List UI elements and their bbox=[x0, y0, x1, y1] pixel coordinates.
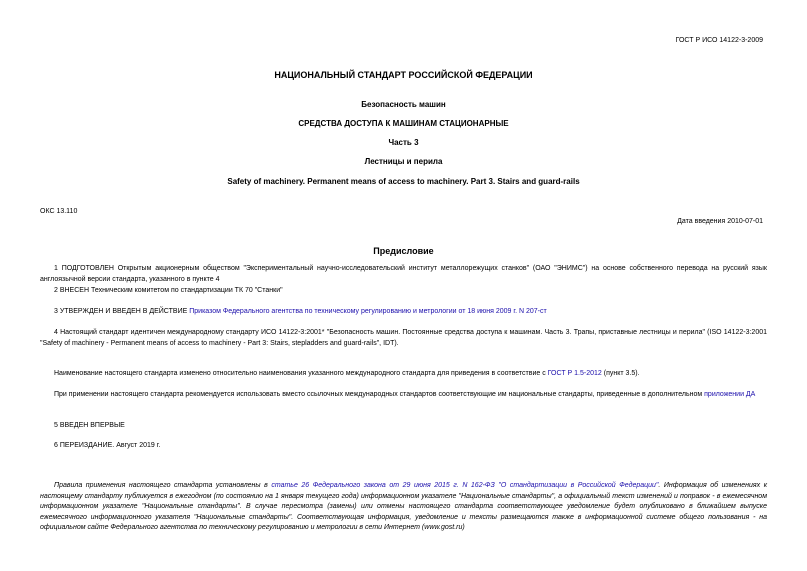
application-rules bbox=[40, 481, 767, 534]
introduction-date: Дата введения 2010-07-01 bbox=[677, 218, 763, 225]
preface-item-1: 1 ПОДГОТОВЛЕН Открытым акционерным обществом "Экспериментальный научно-исследовательский институт металлорежущих станков" (ОАО "ЭНИМС") на основе собственного перевода на русский язык англоязычной версии стандарта, указанного в пункте 4 bbox=[40, 265, 767, 283]
federal-law-link[interactable]: статье 26 Федерального закона от 29 июня 2015 г. N 162-ФЗ "О стандартизации в Российской Федерации" bbox=[271, 482, 659, 489]
preface-item-3 bbox=[40, 307, 767, 318]
gost-r-1-5-link[interactable]: ГОСТ Р 1.5-2012 bbox=[547, 370, 602, 377]
document-code: ГОСТ Р ИСО 14122-3-2009 bbox=[675, 37, 763, 44]
preface-title: Предисловие bbox=[373, 246, 434, 256]
preface-item-3-text: 3 УТВЕРЖДЕН И ВВЕДЕН В ДЕЙСТВИЕ bbox=[54, 308, 190, 315]
means-heading: СРЕДСТВА ДОСТУПА К МАШИНАМ СТАЦИОНАРНЫЕ bbox=[298, 119, 509, 128]
rules-text-continued: . Информация об изменениях к настоящему стандарту публикуется в ежегодном (по состоянию на 1 января текущего года) информационном указателе "Национальные стандарты", а официальный текст изменений и поправок - в ежемесячном информационном указателе "Национальные стандарты". В случае пересмотра (замены) или отмены настоящего стандарта соответствующее уведомление будет опубликовано в ближайшем выпуске ежемесячного информационного указателя "Национальные стандарты". Соответствующая информация, уведомление и тексты размещаются также в информационной системе общего пользования - на официальном сайте Федерального агентства по техническому регулированию и метрологии в сети Интернет (www.gost.ru) bbox=[40, 482, 768, 532]
order-link[interactable]: Приказом Федерального агентства по техническому регулированию и метрологии от 18 июня 2009 г. N 207-ст bbox=[189, 308, 547, 315]
name-note-text: Наименование настоящего стандарта изменено относительно наименования указанного международного стандарта для приведения в соответствие с bbox=[54, 370, 548, 377]
part-heading: Часть 3 bbox=[388, 138, 419, 147]
preface-item-2: 2 ВНЕСЕН Техническим комитетом по стандартизации ТК 70 "Станки" bbox=[54, 287, 283, 294]
preface-item-4: 4 Настоящий стандарт идентичен международному стандарту ИСО 14122-3:2001* "Безопасность машин. Постоянные средства доступа к машинам. Часть 3. Трапы, приставные лестницы и перила" (ISO 14122-3:2001 "Safety of machinery - Permanent means of access to machinery - Part 3: Stairs, stepladders and guard-rails", IDT). bbox=[40, 329, 767, 347]
safety-heading: Безопасность машин bbox=[361, 100, 446, 109]
preface-item-6: 6 ПЕРЕИЗДАНИЕ. Август 2019 г. bbox=[54, 442, 161, 449]
okc-code: ОКС 13.110 bbox=[40, 208, 78, 215]
rules-text: Правила применения настоящего стандарта установлены в bbox=[54, 482, 272, 489]
national-standard-heading: НАЦИОНАЛЬНЫЙ СТАНДАРТ РОССИЙСКОЙ ФЕДЕРАЦИИ bbox=[274, 70, 533, 80]
name-note-suffix: (пункт 3.5). bbox=[601, 370, 640, 377]
stairs-heading: Лестницы и перила bbox=[364, 157, 443, 166]
usage-note-text: При применении настоящего стандарта рекомендуется использовать вместо ссылочных международных стандартов соответствующие им национальные стандарты, приведенные в дополнительном bbox=[54, 391, 705, 398]
english-title: Safety of machinery. Permanent means of access to machinery. Part 3. Stairs and guard-rails bbox=[227, 177, 580, 186]
preface-name-note bbox=[40, 369, 767, 380]
preface-item-5: 5 ВВЕДЕН ВПЕРВЫЕ bbox=[54, 422, 125, 429]
appendix-da-link[interactable]: приложении ДА bbox=[704, 391, 756, 398]
preface-usage-note bbox=[40, 390, 767, 401]
